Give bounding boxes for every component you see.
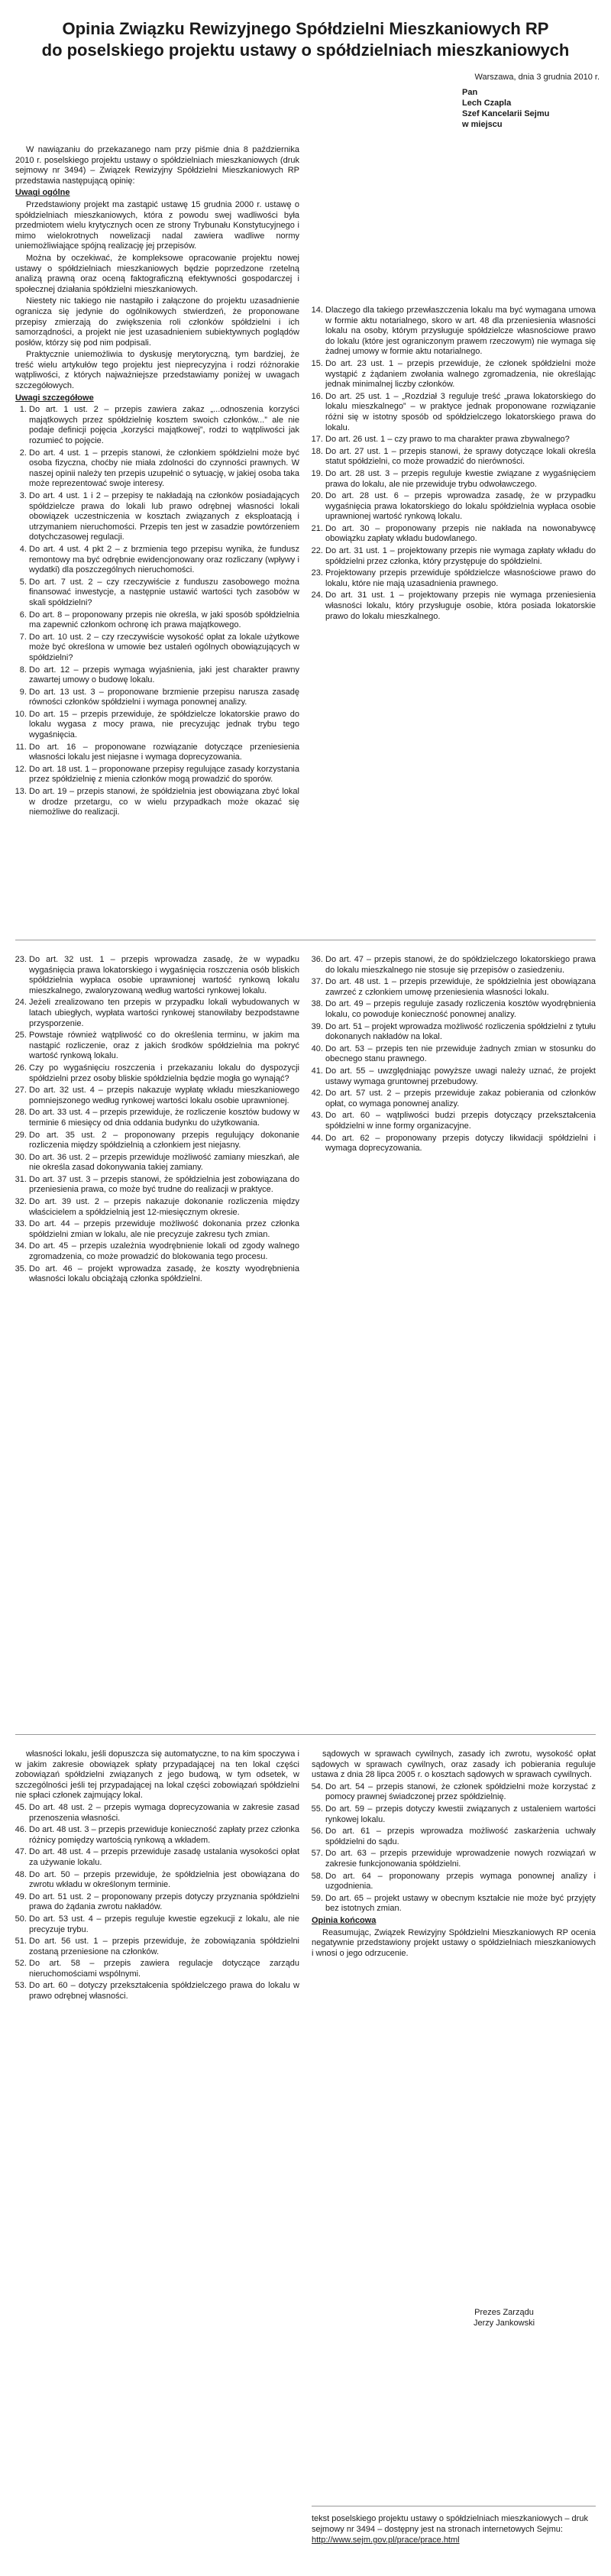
list-item: 31. Do art. 37 ust. 3 – przepis stanowi, że spółdzielnia jest zobowiązana do przeniesienia prawa, co może być trudne do realizacji w praktyce. [29, 1175, 299, 1196]
column-1-left [15, 145, 299, 909]
list-item: 15. Do art. 23 ust. 1 – przepis przewiduje, że członek spółdzielni może wystąpić z żądaniem zwołania walnego zgromadzenia, nie określając jednak minimalnej liczby członków. [325, 359, 596, 390]
list-item: 25. Powstaje również wątpliwość co do określenia terminu, w jakim ma nastąpić rozliczenie, oraz z jakich środków spółdzielnia ma pokryć wartość rynkową lokalu. [29, 1031, 299, 1062]
list-item: 53. Do art. 60 – dotyczy przekształcenia spółdzielczego prawa do lokalu w prawo odrębnej własności. [29, 1981, 299, 2002]
list-item: 24. Jeżeli zrealizowano ten przepis w przypadku lokali wybudowanych w latach ubiegłych, wypłata wartości rynkowej stanowiłaby bezpodstawne przysporzenie. [29, 998, 299, 1029]
paragraph: Można by oczekiwać, że kompleksowe opracowanie projektu nowej ustawy o spółdzielniach mieszkaniowych będzie poprzedzone rzetelną analizą prawną oraz oceną faktograficzną efektywności gospodarczej i społecznej działania spółdzielni mieszkaniowych. [15, 253, 299, 294]
list-item: 20. Do art. 28 ust. 6 – przepis wprowadza zasadę, że w przypadku wygaśnięcia prawa lokatorskiego do lokalu spółdzielnia wypłaca osobie uprawnionej wartość rynkową lokalu. [325, 491, 596, 523]
detailed-list-3 [15, 1803, 299, 2002]
list-item: 35. Do art. 46 – projekt wprowadza zasadę, że koszty wyodrębnienia własności lokalu obciążają członka spółdzielni. [29, 1264, 299, 1285]
detailed-list-right [312, 306, 596, 622]
addressee-block [462, 87, 600, 130]
list-item: 42. Do art. 57 ust. 2 – przepis przewiduje zakaz pobierania od członków opłat, co wymaga ponownej analizy. [325, 1089, 596, 1109]
footer-note [312, 2513, 596, 2545]
paragraph: Przedstawiony projekt ma zastąpić ustawę 15 grudnia 2000 r. ustawę o spółdzielniach mieszkaniowych, która z powodu swej wadliwości była przedmiotem wielu krytycznych ocen ze strony Trybunału Konstytucyjnego i mimo wielokrotnych nowelizacji nadal zawiera wadliwe normy uniemożliwiające spójną realizację jej przepisów. [15, 199, 299, 251]
list-item: 57. Do art. 63 – przepis przewiduje wprowadzenie nowych rozwiązań w zakresie funkcjonowania spółdzielni. [325, 1849, 596, 1869]
list-item: 1. Do art. 1 ust. 2 – przepis zawiera zakaz „...odnoszenia korzyści majątkowych przez spółdzielnię kosztem swoich członków...” ale nie podaje definicji pojęcia „korzyści majątkowej”, rodzi to wątpliwości jak rozumieć to pojęcie. [29, 405, 299, 446]
list-item: 23. Projektowany przepis przewiduje spółdzielcze własnościowe prawo do lokalu, które nie mają uzasadnienia prawnego. [325, 568, 596, 589]
list-item: 24. Do art. 31 ust. 1 – projektowany przepis nie wymaga przeniesienia własności lokalu, który przysługuje osobie, która posiada lokatorskie prawo do lokalu mieszkalnego. [325, 591, 596, 622]
list-item: 14. Dlaczego dla takiego przewłaszczenia lokalu ma być wymagana umowa w formie aktu notarialnego, skoro w art. 48 dla przeniesienia własności lokalu na osoby, którym przysługuje spółdzielcze własnościowe prawo do lokalu (które jest ograniczonym prawem rzeczowym) nie wymaga się żadnej umowy w formie aktu notarialnego. [325, 306, 596, 358]
list-item: 22. Do art. 31 ust. 1 – projektowany przepis nie wymaga zapłaty wkładu do spółdzielni przez członka, który przystępuje do spółdzielni. [325, 546, 596, 567]
list-item: 11. Do art. 16 – proponowane rozwiązanie dotyczące przeniesienia własności lokalu jest niejasne i wymaga doprecyzowania. [29, 743, 299, 763]
list-item: 45. Do art. 48 ust. 2 – przepis wymaga doprecyzowania w zakresie zasad przenoszenia własności. [29, 1803, 299, 1824]
list-item: 10. Do art. 15 – przepis przewiduje, że spółdzielcze lokatorskie prawo do lokalu wygasa z mocy prawa, nie precyzując jednak trybu tego wygaśnięcia. [29, 710, 299, 741]
list-item: 23. Do art. 32 ust. 1 – przepis wprowadza zasadę, że w wypadku wygaśnięcia prawa lokatorskiego i wygaśnięcia roszczenia osób bliskich spółdzielnia wypłaca osobie uprawnionej wartość rynkową lokalu mieszkalnego, zwaloryzowaną według wartości rynkowej lokalu. [29, 955, 299, 996]
list-item: 6. Do art. 8 – proponowany przepis nie określa, w jaki sposób spółdzielnia ma zapewnić członkom ochronę ich prawa majątkowego. [29, 610, 299, 631]
conclusion-text: Reasumując, Związek Rewizyjny Spółdzielni Mieszkaniowych RP ocenia negatywnie przedstawiony projekt ustawy o spółdzielniach mieszkaniowych i wnosi o jego odrzucenie. [312, 1927, 596, 1958]
list-item: 3. Do art. 4 ust. 1 i 2 – przepisy te nakładają na członków posiadających spółdzielcze prawa do lokali lub prawo odrębnej własności lokali obowiązek uczestniczenia w kosztach związanych z eksploatacją i utrzymaniem nieruchomości. Przepis ten jest w zasadzie powtórzeniem dotychczasowej regulacji. [29, 491, 299, 543]
list-item: 34. Do art. 45 – przepis uzależnia wyodrębnienie lokali od zgody walnego zgromadzenia, co może prowadzić do blokowania tego procesu. [29, 1241, 299, 1262]
addressee-line: Pan [462, 88, 478, 97]
list-item: 26. Czy po wygaśnięciu roszczenia i przekazaniu lokalu do dyspozycji spółdzielni przez osoby bliskie spółdzielnia będzie mogła go wynająć? [29, 1063, 299, 1084]
list-item: 58. Do art. 64 – proponowany przepis wymaga ponownej analizy i uzgodnienia. [325, 1872, 596, 1892]
list-item: 5. Do art. 7 ust. 2 – czy rzeczywiście z funduszu zasobowego można finansować inwestycje, a następnie ustawić wartości tych zasobów w skali spółdzielni? [29, 578, 299, 609]
column-2-right [312, 955, 596, 1658]
list-item: 32. Do art. 39 ust. 2 – przepis nakazuje dokonanie rozliczenia między właścicielem a spółdzielnią jest 12-miesięcznym okresie. [29, 1197, 299, 1218]
signature-line: Jerzy Jankowski [473, 2319, 535, 2328]
letter-meta [309, 72, 600, 130]
addressee-line: Szef Kancelarii Sejmu [462, 109, 550, 118]
addressee-line: Lech Czapla [462, 99, 512, 108]
list-item: 43. Do art. 60 – wątpliwości budzi przepis dotyczący przekształcenia spółdzielni w inne formy organizacyjne. [325, 1111, 596, 1131]
list-item: 59. Do art. 65 – projekt ustawy w obecnym kształcie nie może być przyjęty bez istotnych zmian. [325, 1894, 596, 1914]
column-1-right [312, 306, 596, 909]
signature-line: Prezes Zarządu [474, 2308, 534, 2317]
list-item: 19. Do art. 28 ust. 3 – przepis reguluje kwestie związane z wygaśnięciem prawa do lokalu, ale nie przewiduje trybu odwoławczego. [325, 469, 596, 490]
paragraph: Niestety nic takiego nie nastąpiło i załączone do projektu uzasadnienie ogranicza się jedynie do ogólnikowych stwierdzeń, że proponowane przepisy zmierzają do zwiększenia roli członków spółdzielni i ich samorządności, a projekt nie jest uzasadnieniem subiektywnych poglądów posłów, którzy się pod nim podpisali. [15, 296, 299, 348]
list-item: 9. Do art. 13 ust. 3 – proponowane brzmienie przepisu narusza zasadę równości członków spółdzielni i wymaga ponownej analizy. [29, 688, 299, 708]
list-item: 48. Do art. 50 – przepis przewiduje, że spółdzielnia jest obowiązana do zwrotu wkładu w określonym terminie. [29, 1870, 299, 1891]
detailed-list-2 [15, 955, 299, 1285]
list-item: 40. Do art. 53 – przepis ten nie przewiduje żadnych zmian w stosunku do obecnego stanu prawnego. [325, 1044, 596, 1065]
list-item: 16. Do art. 25 ust. 1 – „Rozdział 3 reguluje treść „prawa lokatorskiego do lokalu mieszkalnego” – w praktyce jednak proponowane rozwiązanie różni się w istotny sposób od spółdzielczego lokatorskiego prawa do lokalu. [325, 392, 596, 433]
detailed-list-3-right [312, 1782, 596, 1914]
footer-text: tekst poselskiego projektu ustawy o spółdzielniach mieszkaniowych – druk sejmowy nr 3494 – dostępny jest na stronach internetowych Sejmu: [312, 2514, 588, 2534]
title-line-2: do poselskiego projektu ustawy o spółdzielniach mieszkaniowych [41, 40, 570, 60]
list-item: 39. Do art. 51 – projekt wprowadza możliwość rozliczenia spółdzielni z tytułu dokonanych nakładów na lokal. [325, 1022, 596, 1043]
list-item: 38. Do art. 49 – przepis reguluje zasady rozliczenia kosztów wyodrębnienia lokalu, co powoduje konieczność ponownej analizy. [325, 999, 596, 1020]
column-3-right [312, 1749, 596, 2284]
list-item: 54. Do art. 54 – przepis stanowi, że członek spółdzielni może korzystać z pomocy prawnej świadczonej przez spółdzielnię. [325, 1782, 596, 1803]
detailed-list [15, 405, 299, 818]
list-item: 49. Do art. 51 ust. 2 – proponowany przepis dotyczy przyznania spółdzielni prawa do żądania zwrotu nakładów. [29, 1892, 299, 1913]
list-item: 46. Do art. 48 ust. 3 – przepis przewiduje konieczność zapłaty przez członka różnicy pomiędzy wartością rynkową a wkładem. [29, 1825, 299, 1846]
list-item: 8. Do art. 12 – przepis wymaga wyjaśnienia, jaki jest charakter prawny zawartej umowy o budowę lokalu. [29, 665, 299, 686]
document-title [0, 18, 611, 61]
page-divider [15, 1734, 596, 1735]
letter-date: Warszawa, dnia 3 grudnia 2010 r. [474, 73, 600, 82]
list-item: 50. Do art. 53 ust. 4 – przepis reguluje kwestie egzekucji z lokalu, ale nie precyzuje trybu. [29, 1914, 299, 1935]
section-heading-detailed: Uwagi szczegółowe [15, 393, 94, 403]
conclusion-heading: Opinia końcowa [312, 1915, 377, 1925]
intro-paragraph: W nawiązaniu do przekazanego nam przy piśmie dnia 8 października 2010 r. poselskiego projektu ustawy o spółdzielniach mieszkaniowych (druk sejmowy nr 3494) – Związek Rewizyjny Spółdzielni Mieszkaniowych RP przedstawia następującą opinię: [15, 145, 299, 186]
title-line-1: Opinia Związku Rewizyjnego Spółdzielni Mieszkaniowych RP [62, 19, 549, 38]
section-heading-general: Uwagi ogólne [15, 188, 70, 198]
paragraph: własności lokalu, jeśli dopuszcza się automatyczne, to na kim spoczywa i w jakim zakresie obowiązek spłaty przypadającej na ten lokal części zobowiązań spółdzielni związanych z jego budową, w tym odsetek, w szczególności jeśli tej przypadającej na lokal części zobowiązań spółdzielni nie spłaci członek zajmujący lokal. [15, 1749, 299, 1801]
list-item: 12. Do art. 18 ust. 1 – proponowane przepisy regulujące zasady korzystania przez spółdzielnię z mienia członków mogą prowadzić do sporów. [29, 765, 299, 785]
list-item: 28. Do art. 33 ust. 4 – przepis przewiduje, że rozliczenie kosztów budowy w terminie 6 miesięcy od dnia oddania budynku do użytkowania. [29, 1108, 299, 1128]
list-item: 30. Do art. 36 ust. 2 – przepis przewiduje możliwość zamiany mieszkań, ale nie określa zasad dokonywania takiej zamiany. [29, 1153, 299, 1173]
list-item: 47. Do art. 48 ust. 4 – przepis przewiduje zasadę ustalania wysokości opłat za używanie lokalu. [29, 1847, 299, 1868]
paragraph: sądowych w sprawach cywilnych, zasady ich zwrotu, wysokość opłat sądowych w sprawach cywilnych, oraz zasady ich pobierania reguluje ustawa z dnia 28 lipca 2005 r. o kosztach sądowych w sprawach cywilnych. [312, 1749, 596, 1780]
paragraph: Praktycznie uniemożliwia to dyskusję merytoryczną, tym bardziej, że treść wielu artykułów tego projektu jest nieprecyzyjna i rodzi różnorakie wątpliwości, z których najważniejsze przedstawiamy poniżej w uwagach szczegółowych. [15, 350, 299, 391]
column-3-left [15, 1749, 299, 2483]
list-item: 41. Do art. 55 – uwzględniając powyższe uwagi należy uznać, że projekt ustawy wymaga gruntownej przebudowy. [325, 1066, 596, 1087]
list-item: 2. Do art. 4 ust. 1 – przepis stanowi, że członkiem spółdzielni może być osoba fizyczna, choćby nie miała zdolności do czynności prawnych. W naszej opinii należy ten przepis uzupełnić o sytuację, w jakiej osoba taka może reprezentować swoje interesy. [29, 448, 299, 490]
list-item: 51. Do art. 56 ust. 1 – przepis przewiduje, że zobowiązania spółdzielni zostaną przeniesione na członków. [29, 1937, 299, 1957]
list-item: 7. Do art. 10 ust. 2 – czy rzeczywiście wysokość opłat za lokale użytkowe może być określona w umowie bez ustaleń ogólnych obowiązujących w spółdzielni? [29, 633, 299, 664]
detailed-list-2-right [312, 955, 596, 1154]
sejm-link[interactable]: http://www.sejm.gov.pl/prace/prace.html [312, 2536, 460, 2545]
list-item: 21. Do art. 30 – proponowany przepis nie nakłada na nowonabywcę obowiązku zapłaty wkładu budowlanego. [325, 524, 596, 545]
list-item: 36. Do art. 47 – przepis stanowi, że do spółdzielczego lokatorskiego prawa do lokalu mieszkalnego nie stosuje się przepisów o zasiedzeniu. [325, 955, 596, 976]
addressee-line: w miejscu [462, 120, 503, 129]
list-item: 37. Do art. 48 ust. 1 – przepis przewiduje, że spółdzielnia jest obowiązana zawrzeć z członkiem umowę przeniesienia własności lokalu. [325, 977, 596, 998]
signature-block [428, 2307, 580, 2328]
list-item: 52. Do art. 58 – przepis zawiera regulacje dotyczące zarządu nieruchomościami wspólnymi. [29, 1959, 299, 1979]
list-item: 17. Do art. 26 ust. 1 – czy prawo to ma charakter prawa zbywalnego? [325, 435, 596, 445]
list-item: 27. Do art. 32 ust. 4 – przepis nakazuje wypłatę wkładu mieszkaniowego pomniejszonego według rynkowej wartości lokalu osobie uprawnionej. [29, 1086, 299, 1106]
list-item: 55. Do art. 59 – przepis dotyczy kwestii związanych z ustaleniem wartości rynkowej lokalu. [325, 1804, 596, 1825]
list-item: 33. Do art. 44 – przepis przewiduje możliwość dokonania przez członka spółdzielni zmian w lokalu, ale nie precyzuje zakresu tych zmian. [29, 1219, 299, 1240]
list-item: 29. Do art. 35 ust. 2 – proponowany przepis regulujący dokonanie rozliczenia między spółdzielnią a członkiem jest niejasny. [29, 1131, 299, 1151]
list-item: 4. Do art. 4 ust. 4 pkt 2 – z brzmienia tego przepisu wynika, że fundusz remontowy ma być odrębnie ewidencjonowany oraz rozliczany (wpływy i wydatki) dla poszczególnych nieruchomości. [29, 545, 299, 576]
list-item: 56. Do art. 61 – przepis wprowadza możliwość zaskarżenia uchwały spółdzielni do sądu. [325, 1827, 596, 1847]
list-item: 13. Do art. 19 – przepis stanowi, że spółdzielnia jest obowiązana zbyć lokal w drodze przetargu, co w wielu przypadkach może okazać się niemożliwe do realizacji. [29, 787, 299, 818]
list-item: 18. Do art. 27 ust. 1 – przepis stanowi, że sprawy dotyczące lokali określa statut spółdzielni, co może prowadzić do nierówności. [325, 447, 596, 468]
list-item: 44. Do art. 62 – proponowany przepis dotyczy likwidacji spółdzielni i wymaga doprecyzowania. [325, 1134, 596, 1154]
column-2-left [15, 955, 299, 1658]
